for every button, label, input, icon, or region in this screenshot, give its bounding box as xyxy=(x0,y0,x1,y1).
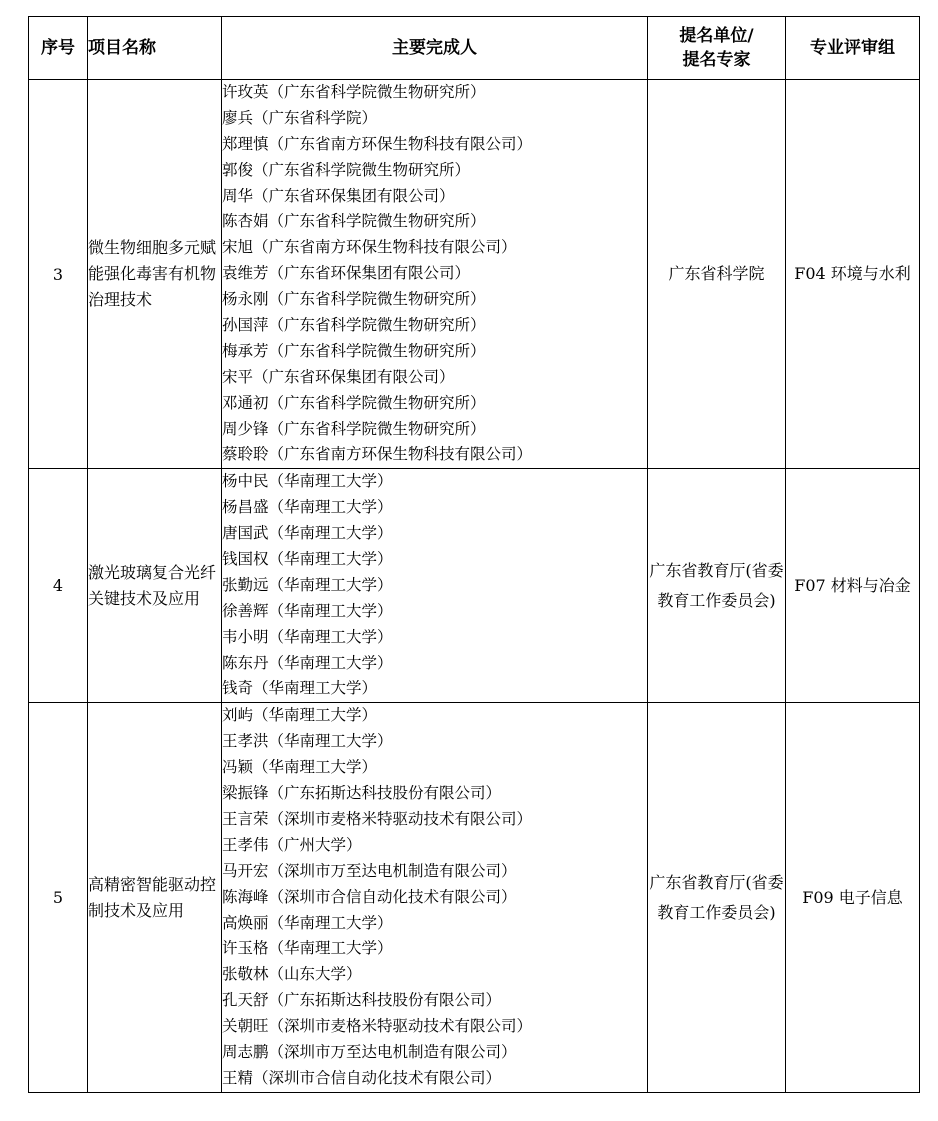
table-row xyxy=(29,469,920,703)
cell-main-people xyxy=(222,703,648,1092)
person-entry: 刘屿（华南理工大学） xyxy=(222,706,378,725)
person-entry: 陈东丹（华南理工大学） xyxy=(222,653,393,672)
person-entry: 徐善辉（华南理工大学） xyxy=(222,601,393,620)
person-entry: 王精（深圳市合信自动化技术有限公司） xyxy=(222,1068,502,1087)
person-entry: 王孝洪（华南理工大学） xyxy=(222,732,393,751)
cell-seq: 5 xyxy=(29,703,88,1092)
header-nominator-text: 提名单位/提名专家 xyxy=(679,26,754,70)
header-group: 专业评审组 xyxy=(786,17,920,80)
award-projects-table xyxy=(28,16,920,1093)
cell-group: F09 电子信息 xyxy=(786,703,920,1092)
cell-project-name: 微生物细胞多元赋能强化毒害有机物治理技术 xyxy=(88,80,222,469)
person-entry: 冯颖（华南理工大学） xyxy=(222,758,378,777)
person-entry: 周少锋（广东省科学院微生物研究所） xyxy=(222,419,486,438)
person-entry: 邓通初（广东省科学院微生物研究所） xyxy=(222,393,486,412)
person-entry: 周志鹏（深圳市万至达电机制造有限公司） xyxy=(222,1042,517,1061)
person-entry: 高焕丽（华南理工大学） xyxy=(222,913,393,932)
person-entry: 张敬林（山东大学） xyxy=(222,965,362,984)
cell-nominator: 广东省教育厅(省委教育工作委员会) xyxy=(648,703,786,1092)
person-entry: 宋平（广东省环保集团有限公司） xyxy=(222,367,455,386)
cell-nominator: 广东省教育厅(省委教育工作委员会) xyxy=(648,469,786,703)
cell-nominator: 广东省科学院 xyxy=(648,80,786,469)
header-seq: 序号 xyxy=(29,17,88,80)
person-entry: 杨中民（华南理工大学） xyxy=(222,472,393,491)
person-entry: 陈杏娟（广东省科学院微生物研究所） xyxy=(222,212,486,231)
person-entry: 孔天舒（广东拓斯达科技股份有限公司） xyxy=(222,991,502,1010)
person-entry: 许玫英（广东省科学院微生物研究所） xyxy=(222,83,486,101)
person-entry: 韦小明（华南理工大学） xyxy=(222,627,393,646)
cell-main-people xyxy=(222,469,648,703)
person-entry: 郭俊（广东省科学院微生物研究所） xyxy=(222,160,471,179)
cell-seq: 4 xyxy=(29,469,88,703)
table-row xyxy=(29,703,920,1092)
person-entry: 蔡聆聆（广东省南方环保生物科技有限公司） xyxy=(222,445,533,464)
person-entry: 陈海峰（深圳市合信自动化技术有限公司） xyxy=(222,887,517,906)
person-entry: 梁振锋（广东拓斯达科技股份有限公司） xyxy=(222,784,502,803)
person-entry: 廖兵（广东省科学院） xyxy=(222,108,378,127)
cell-group: F04 环境与水利 xyxy=(786,80,920,469)
cell-project-name: 激光玻璃复合光纤关键技术及应用 xyxy=(88,469,222,703)
cell-project-name: 高精密智能驱动控制技术及应用 xyxy=(88,703,222,1092)
person-entry: 杨永刚（广东省科学院微生物研究所） xyxy=(222,290,486,309)
person-entry: 孙国萍（广东省科学院微生物研究所） xyxy=(222,316,486,335)
header-nominator xyxy=(648,17,786,80)
cell-seq: 3 xyxy=(29,80,88,469)
person-entry: 郑理慎（广东省南方环保生物科技有限公司） xyxy=(222,134,533,153)
cell-main-people xyxy=(222,80,648,469)
person-entry: 唐国武（华南理工大学） xyxy=(222,524,393,543)
person-entry: 梅承芳（广东省科学院微生物研究所） xyxy=(222,341,486,360)
person-entry: 马开宏（深圳市万至达电机制造有限公司） xyxy=(222,861,517,880)
person-entry: 钱奇（华南理工大学） xyxy=(222,679,378,698)
person-entry: 许玉格（华南理工大学） xyxy=(222,939,393,958)
person-entry: 周华（广东省环保集团有限公司） xyxy=(222,186,455,205)
person-entry: 王言荣（深圳市麦格米特驱动技术有限公司） xyxy=(222,809,533,828)
person-entry: 袁维芳（广东省环保集团有限公司） xyxy=(222,264,471,283)
person-entry: 宋旭（广东省南方环保生物科技有限公司） xyxy=(222,238,517,257)
person-entry: 杨昌盛（华南理工大学） xyxy=(222,498,393,517)
header-main-people: 主要完成人 xyxy=(222,17,648,80)
header-project-name: 项目名称 xyxy=(88,17,222,80)
person-entry: 关朝旺（深圳市麦格米特驱动技术有限公司） xyxy=(222,1017,533,1036)
person-entry: 钱国权（华南理工大学） xyxy=(222,550,393,569)
cell-group: F07 材料与冶金 xyxy=(786,469,920,703)
person-entry: 王孝伟（广州大学） xyxy=(222,835,362,854)
person-entry: 张勤远（华南理工大学） xyxy=(222,575,393,594)
table-row xyxy=(29,80,920,469)
table-header-row xyxy=(29,17,920,80)
